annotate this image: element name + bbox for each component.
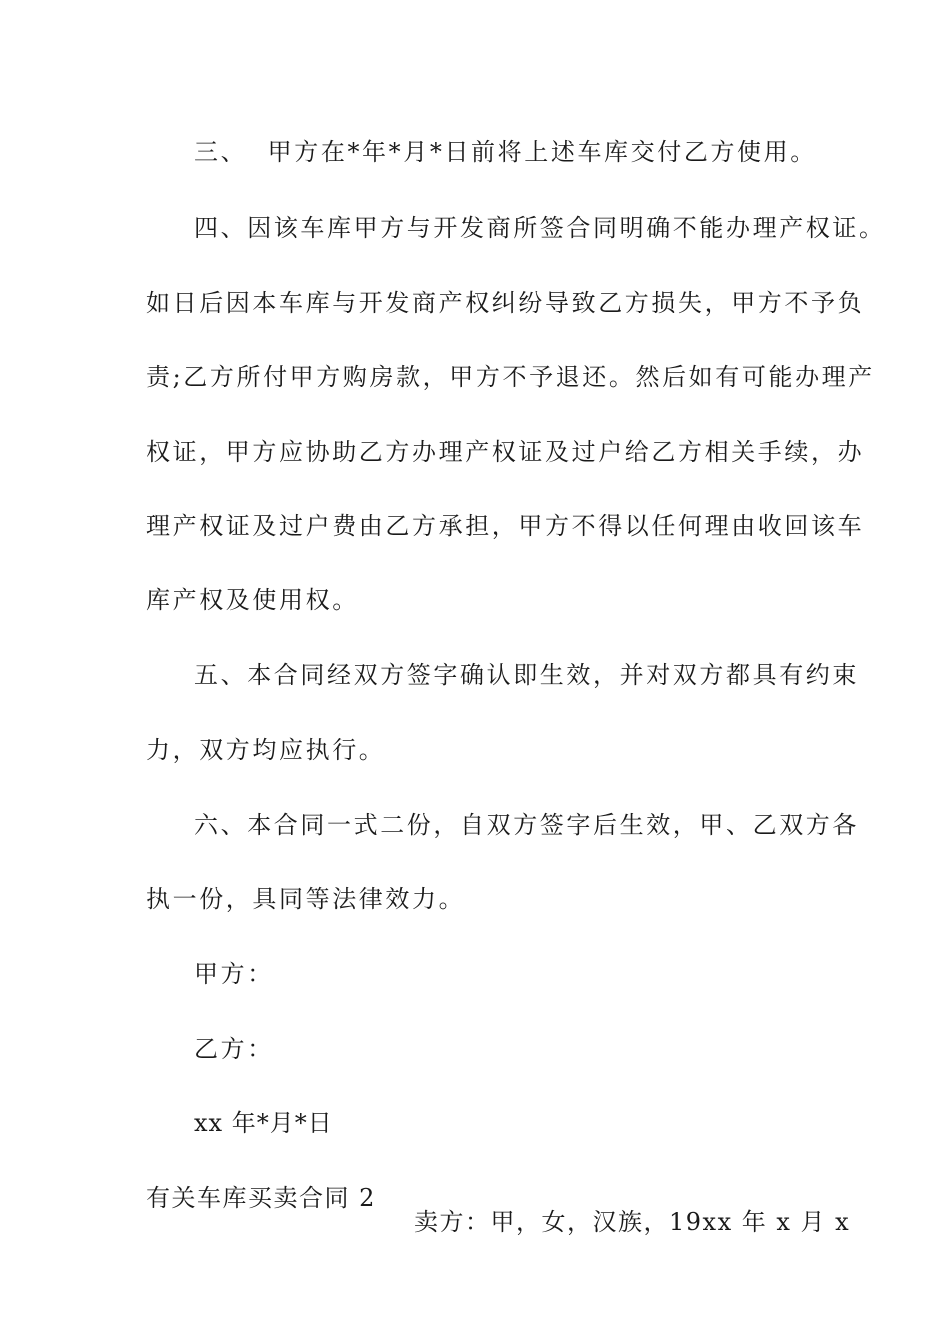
party-a-signature-label: 甲方： xyxy=(194,960,274,988)
clause-6-line-2: 执一份，具同等法律效力。 xyxy=(146,885,466,913)
clause-4-line-2: 如日后因本车库与开发商产权纠纷导致乙方损失，甲方不予负 xyxy=(146,289,865,317)
clause-4-line-5: 理产权证及过户费由乙方承担，甲方不得以任何理由收回该车 xyxy=(146,512,865,540)
next-contract-title: 有关车库买卖合同 2 xyxy=(146,1184,376,1212)
clause-5-line-2: 力，双方均应执行。 xyxy=(146,736,386,764)
party-b-signature-label: 乙方： xyxy=(194,1035,274,1063)
clause-4-line-4: 权证，甲方应协助乙方办理产权证及过户给乙方相关手续，办 xyxy=(146,438,865,466)
clause-6-line-1: 六、本合同一式二份，自双方签字后生效，甲、乙双方各 xyxy=(194,811,859,839)
clause-5-line-1: 五、本合同经双方签字确认即生效，并对双方都具有约束 xyxy=(194,661,859,689)
seller-info-line: 卖方：甲，女，汉族，19xx 年 x 月 x xyxy=(414,1208,851,1236)
clause-4-line-6: 库产权及使用权。 xyxy=(146,586,359,614)
date-line: xx 年*月*日 xyxy=(194,1109,333,1137)
clause-3-line: 三、 甲方在*年*月*日前将上述车库交付乙方使用。 xyxy=(194,138,817,166)
clause-4-line-1: 四、因该车库甲方与开发商所签合同明确不能办理产权证。 xyxy=(194,214,886,242)
clause-4-line-3: 责;乙方所付甲方购房款，甲方不予退还。然后如有可能办理产 xyxy=(146,363,875,391)
